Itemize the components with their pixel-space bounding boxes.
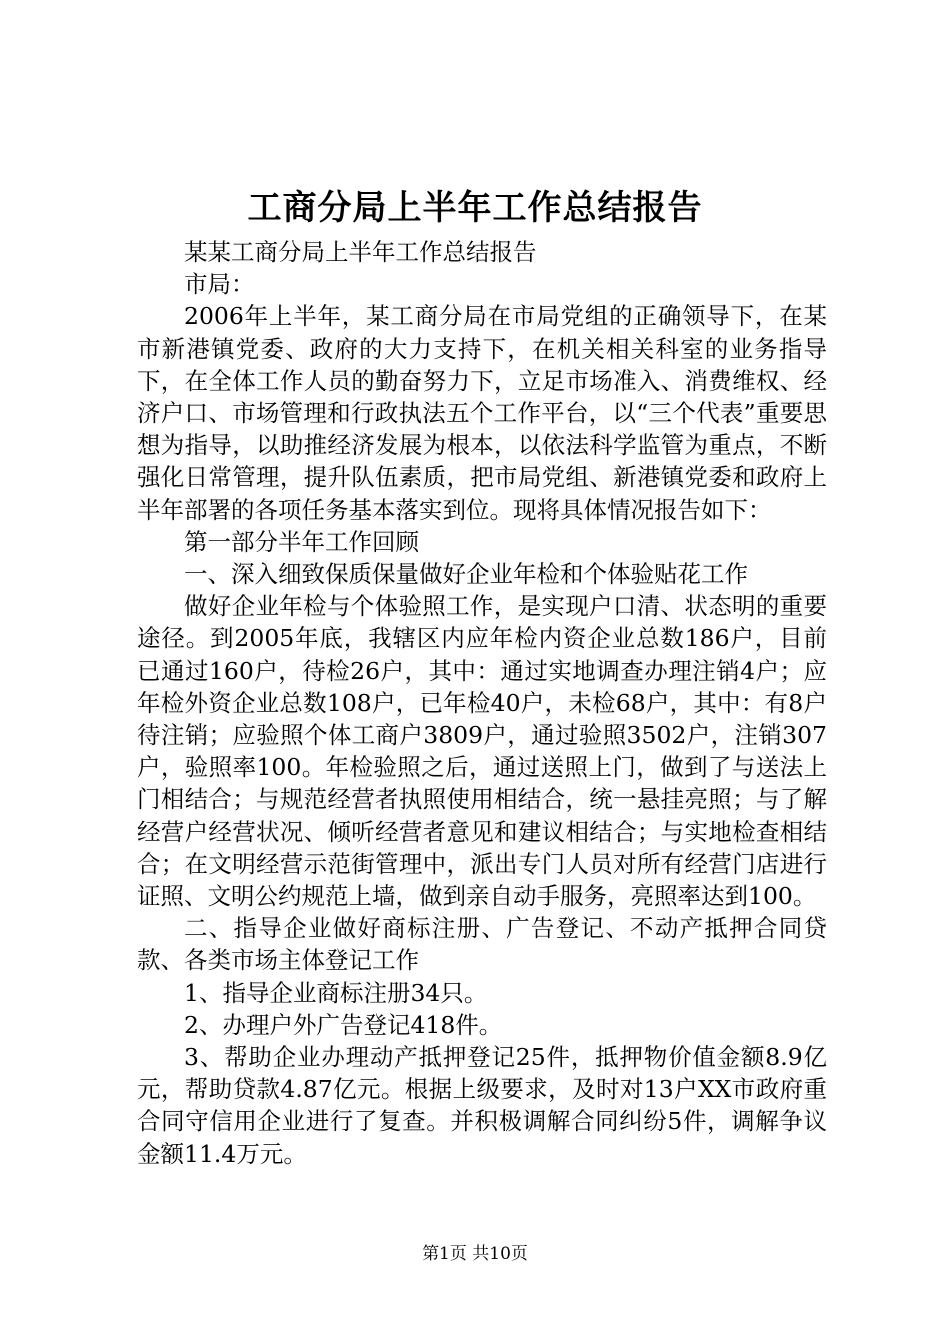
page-footer: 第1页 共10页 (422, 1244, 528, 1264)
intro-paragraph: 2006年上半年，某工商分局在市局党组的正确领导下，在某市新港镇党委、政府的大力支持下，在机关相关科室的业务指导下，在全体工作人员的勤奋努力下，立足市场准入、消费维权、经济户口、市场管理和行政执法五个工作平台，以“三个代表”重要思想为指导，以助推经济发展为根本，以依法科学监管为重点，不断强化日常管理，提升队伍素质，把市局党组、新港镇党委和政府上半年部署的各项任务基本落实到位。现将具体情况报告如下： (137, 302, 827, 524)
list-item-3: 3、帮助企业办理动产抵押登记25件，抵押物价值金额8.9亿元，帮助贷款4.87亿元。根据上级要求，及时对13户XX市政府重合同守信用企业进行了复查。并积极调解合同纠纷5件，调解争议金额11.4万元。 (137, 1043, 827, 1168)
document-body (137, 236, 827, 1170)
list-item-2: 2、办理户外广告登记418件。 (184, 1010, 503, 1039)
document-title: 工商分局上半年工作总结报告 (247, 188, 703, 228)
subsection-heading-2: 二、指导企业做好商标注册、广告登记、不动产抵押合同贷款、各类市场主体登记工作 (137, 914, 827, 975)
section-heading: 第一部分半年工作回顾 (184, 527, 419, 556)
list-item-1: 1、指导企业商标注册34只。 (184, 978, 488, 1007)
subsection-heading-1: 一、深入细致保质保量做好企业年检和个体验贴花工作 (184, 560, 748, 589)
report-subtitle: 某某工商分局上半年工作总结报告 (184, 238, 537, 266)
body-paragraph-1: 做好企业年检与个体验照工作，是实现户口清、状态明的重要途径。到2005年底，我辖区内应年检内资企业总数186户，目前已通过160户，待检26户，其中：通过实地调查办理注销4户；应年检外资企业总数108户，已年检40户，未检68户，其中：有8户待注销；应验照个体工商户3809户，通过验照3502户，注销307户，验照率100。年检验照之后，通过送照上门，做到了与送法上门相结合；与规范经营者执照使用相结合，统一悬挂亮照；与了解经营户经营状况、倾听经营者意见和建议相结合；与实地检查相结合；在文明经营示范街管理中，派出专门人员对所有经营门店进行证照、文明公约规范上墙，做到亲自动手服务，亮照率达到100。 (137, 592, 827, 911)
salutation: 市局： (184, 270, 255, 299)
